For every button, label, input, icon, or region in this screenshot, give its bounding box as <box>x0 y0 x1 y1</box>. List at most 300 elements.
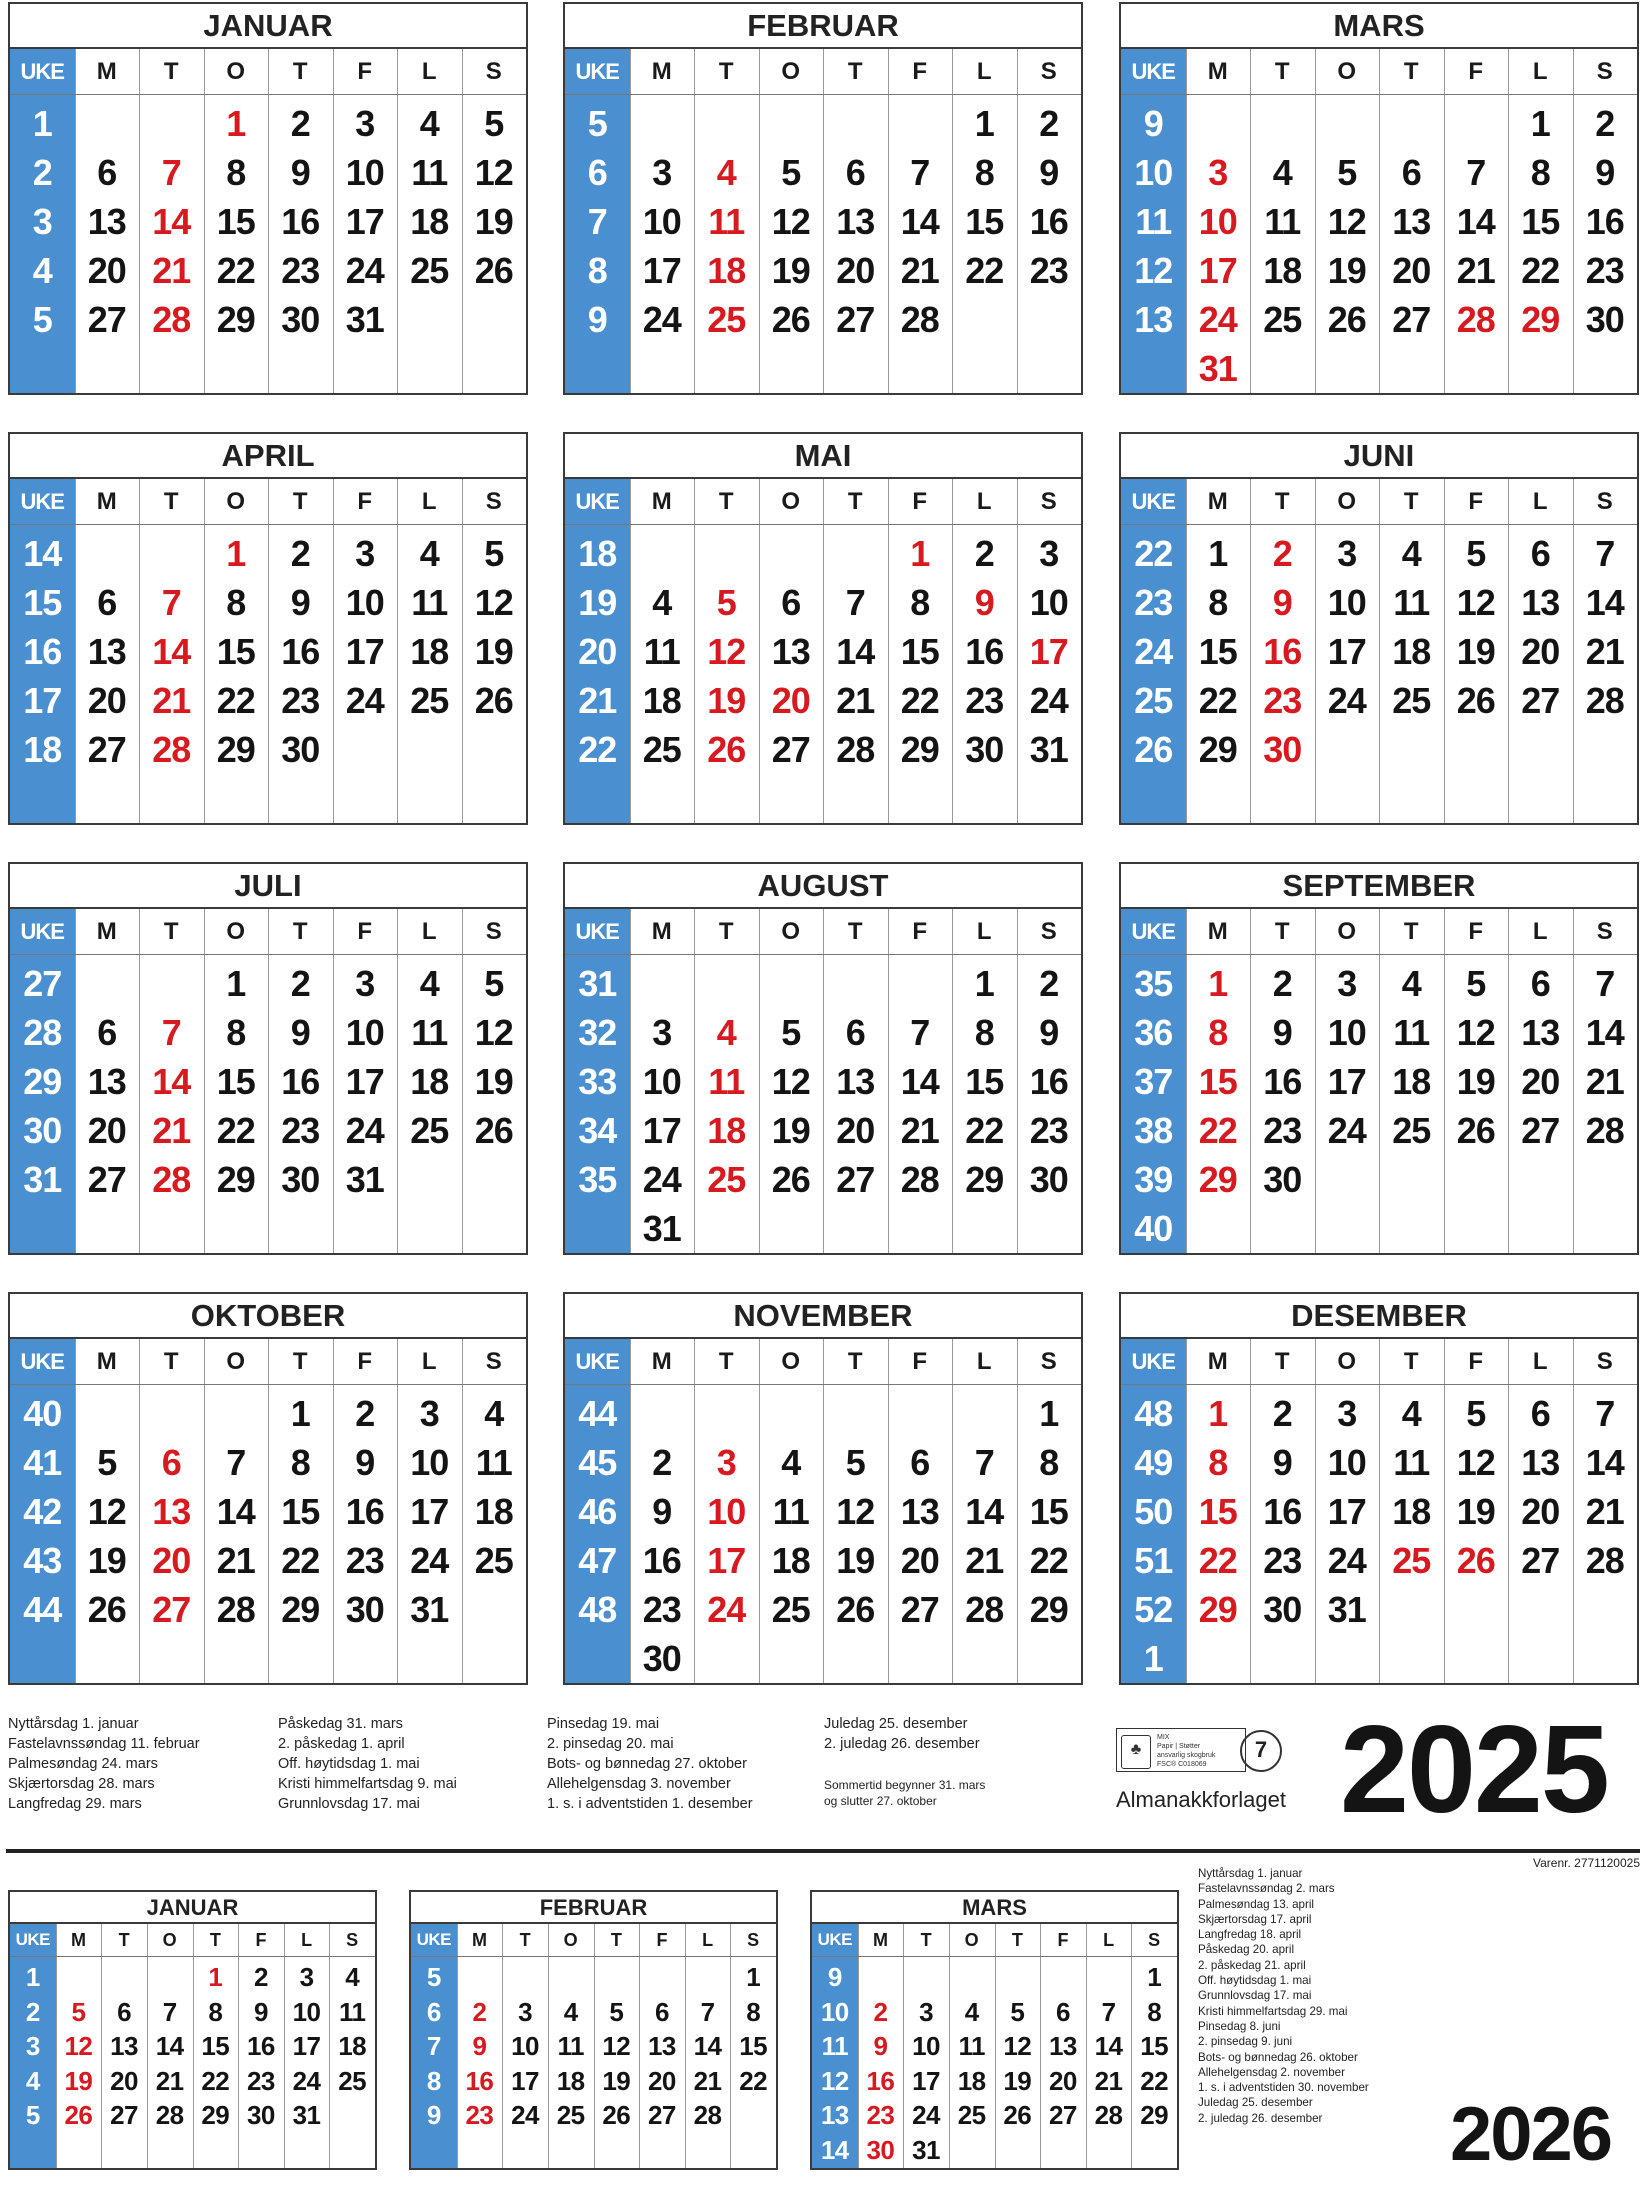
day-cell: 8 <box>1208 582 1228 623</box>
day-cell: 23 <box>1263 680 1302 721</box>
day-cell: 12 <box>64 2031 93 2061</box>
day-cell: 11 <box>411 582 448 623</box>
day-cell: 21 <box>836 680 875 721</box>
month-januar-2026 <box>8 1890 377 2170</box>
week-number: 8 <box>426 2065 441 2096</box>
day-cell: 11 <box>475 1442 512 1483</box>
day-cell: 5 <box>781 152 801 193</box>
day-cell: 27 <box>771 729 810 770</box>
day-cell: 22 <box>216 680 255 721</box>
day-cell: 7 <box>226 1442 246 1483</box>
day-cell: 27 <box>1521 1110 1560 1151</box>
day-cell: 5 <box>1466 1393 1486 1434</box>
weekday-label: T <box>610 1930 622 1950</box>
day-cell: 4 <box>716 152 736 193</box>
day-cell: 4 <box>781 1442 801 1483</box>
day-cell: 28 <box>965 1589 1004 1630</box>
day-cell: 1 <box>910 533 930 574</box>
week-number: 44 <box>23 1589 62 1630</box>
day-cell: 6 <box>845 1012 865 1053</box>
day-cell: 7 <box>161 1012 181 1053</box>
day-cell: 7 <box>162 1996 177 2027</box>
day-cell: 14 <box>900 201 939 242</box>
month-februar-2026 <box>409 1890 778 2170</box>
week-number: 27 <box>23 963 62 1004</box>
day-cell: 19 <box>1327 250 1366 291</box>
day-cell: 19 <box>771 1110 810 1151</box>
day-cell: 9 <box>974 582 994 623</box>
holiday-entry: Juledag 25. desember <box>824 1716 968 1732</box>
week-number: 2 <box>32 152 52 193</box>
weekday-label: O <box>226 488 246 515</box>
weekday-label: L <box>421 58 437 85</box>
day-cell: 16 <box>281 631 320 672</box>
day-cell: 21 <box>216 1540 255 1581</box>
month-title: SEPTEMBER <box>1121 864 1637 909</box>
weekday-label: L <box>1532 918 1548 945</box>
day-cell: 1 <box>226 963 246 1004</box>
day-cell: 17 <box>1029 631 1068 672</box>
week-number: 1 <box>32 103 52 144</box>
week-number: 48 <box>578 1589 617 1630</box>
day-cell: 24 <box>1327 1110 1366 1151</box>
day-cell: 1 <box>1208 1393 1228 1434</box>
week-number: 10 <box>820 1996 849 2027</box>
day-cell: 22 <box>739 2065 768 2096</box>
weekday-label: T <box>163 918 179 945</box>
day-cell: 12 <box>87 1491 126 1532</box>
day-cell: 10 <box>912 2031 941 2061</box>
week-number: 14 <box>23 533 62 574</box>
weekday-label: O <box>563 1930 578 1950</box>
weekday-label: T <box>118 1930 130 1950</box>
day-cell: 10 <box>642 201 681 242</box>
day-cell: 18 <box>1263 250 1302 291</box>
weekday-label: T <box>292 488 308 515</box>
day-cell: 25 <box>957 2100 986 2130</box>
day-cell: 23 <box>1263 1540 1302 1581</box>
day-cell: 27 <box>87 299 126 340</box>
month-februar-2025 <box>563 2 1083 395</box>
uke-label: UKE <box>575 919 619 944</box>
day-cell: 10 <box>1029 582 1068 623</box>
weekday-label: S <box>1040 488 1057 515</box>
day-cell: 8 <box>226 582 246 623</box>
holiday-list-2025-col2 <box>278 1714 457 1814</box>
holiday-entry: 1. s. i adventstiden 30. november <box>1198 2081 1369 2095</box>
week-number: 7 <box>426 2031 441 2061</box>
day-cell: 5 <box>1010 1996 1025 2027</box>
day-cell: 21 <box>965 1540 1004 1581</box>
weekday-label: S <box>1596 58 1613 85</box>
day-cell: 30 <box>642 1638 681 1679</box>
weekday-label: L <box>1532 1348 1548 1375</box>
day-cell: 28 <box>216 1589 255 1630</box>
day-cell: 10 <box>1327 582 1366 623</box>
day-cell: 28 <box>1585 1540 1624 1581</box>
week-number: 13 <box>820 2100 849 2130</box>
week-number: 15 <box>23 582 62 623</box>
day-cell: 12 <box>474 1012 513 1053</box>
day-cell: 5 <box>71 1996 86 2027</box>
day-cell: 1 <box>290 1393 310 1434</box>
day-cell: 4 <box>1401 533 1421 574</box>
holiday-entry: Palmesøndag 13. april <box>1198 1897 1314 1911</box>
weekday-label: F <box>1468 1348 1484 1375</box>
day-cell: 30 <box>1029 1159 1068 1200</box>
month-title: JUNI <box>1121 434 1637 479</box>
day-cell: 15 <box>1198 631 1237 672</box>
day-cell: 26 <box>836 1589 875 1630</box>
day-cell: 2 <box>290 533 310 574</box>
holiday-entry: Nyttårsdag 1. januar <box>8 1716 139 1732</box>
day-cell: 15 <box>1029 1491 1068 1532</box>
day-cell: 13 <box>1392 201 1431 242</box>
weekday-label: T <box>718 1348 734 1375</box>
day-cell: 10 <box>345 152 384 193</box>
weekday-label: L <box>421 918 437 945</box>
week-number: 51 <box>1134 1540 1173 1581</box>
uke-label: UKE <box>15 1930 51 1949</box>
week-number: 13 <box>1134 299 1173 340</box>
day-cell: 15 <box>216 1061 255 1102</box>
weekday-label: O <box>1337 58 1357 85</box>
week-number: 24 <box>1134 631 1173 672</box>
holiday-entry: Kristi himmelfartsdag 9. mai <box>278 1776 457 1792</box>
day-cell: 27 <box>900 1589 939 1630</box>
fsc-label: MIX Papir | Støtter ansvarlig skogbruk FSC® C018069 <box>1157 1734 1216 1768</box>
day-cell: 25 <box>1263 299 1302 340</box>
weekday-label: L <box>976 488 992 515</box>
day-cell: 4 <box>1272 152 1292 193</box>
day-cell: 2 <box>1039 103 1059 144</box>
day-cell: 7 <box>1595 533 1615 574</box>
weekday-label: T <box>163 1348 179 1375</box>
day-cell: 27 <box>647 2100 676 2130</box>
day-cell: 6 <box>845 152 865 193</box>
day-cell: 9 <box>253 1996 268 2027</box>
day-cell: 17 <box>642 250 681 291</box>
day-cell: 3 <box>355 103 375 144</box>
day-cell: 12 <box>836 1491 875 1532</box>
day-cell: 19 <box>87 1540 126 1581</box>
day-cell: 29 <box>201 2100 230 2130</box>
day-cell: 2 <box>1595 103 1615 144</box>
weekday-label: T <box>209 1930 221 1950</box>
day-cell: 20 <box>1521 1491 1560 1532</box>
day-cell: 9 <box>290 582 310 623</box>
day-cell: 29 <box>1140 2100 1169 2130</box>
week-number: 28 <box>23 1012 62 1053</box>
day-cell: 22 <box>900 680 939 721</box>
day-cell: 25 <box>338 2065 367 2096</box>
day-cell: 2 <box>1272 963 1292 1004</box>
week-number: 5 <box>25 2100 40 2130</box>
uke-label: UKE <box>1131 59 1175 84</box>
weekday-label: T <box>292 58 308 85</box>
uke-label: UKE <box>1131 919 1175 944</box>
day-cell: 2 <box>652 1442 672 1483</box>
month-title: DESEMBER <box>1121 1294 1637 1339</box>
day-cell: 18 <box>410 201 449 242</box>
day-cell: 21 <box>152 680 191 721</box>
weekday-label: S <box>1040 918 1057 945</box>
weekday-label: T <box>1403 488 1419 515</box>
day-cell: 22 <box>1198 680 1237 721</box>
day-cell: 26 <box>602 2100 631 2130</box>
month-mars-2026 <box>810 1890 1179 2170</box>
day-cell: 16 <box>345 1491 384 1532</box>
day-cell: 2 <box>974 533 994 574</box>
day-cell: 3 <box>355 963 375 1004</box>
week-number: 30 <box>23 1110 62 1151</box>
weekday-label: L <box>1103 1930 1115 1950</box>
day-cell: 30 <box>866 2134 895 2165</box>
day-cell: 7 <box>161 152 181 193</box>
holiday-entry: 2. påskedag 1. april <box>278 1736 405 1752</box>
day-cell: 15 <box>201 2031 230 2061</box>
day-cell: 21 <box>900 1110 939 1151</box>
day-cell: 20 <box>771 680 810 721</box>
week-number: 20 <box>578 631 617 672</box>
holiday-list-2025-col1 <box>8 1714 200 1814</box>
day-cell: 14 <box>216 1491 255 1532</box>
day-cell: 21 <box>1456 250 1495 291</box>
weekday-label: L <box>976 918 992 945</box>
publisher-name: Almanakkforlaget <box>1116 1787 1286 1812</box>
day-cell: 23 <box>281 250 320 291</box>
day-cell: 20 <box>1521 1061 1560 1102</box>
month-september-2025 <box>1119 862 1639 1255</box>
week-number: 1 <box>25 1962 40 1992</box>
day-cell: 16 <box>465 2065 494 2096</box>
header-divider <box>1121 94 1637 95</box>
week-number: 36 <box>1134 1012 1173 1053</box>
day-cell: 29 <box>1198 1159 1237 1200</box>
day-cell: 20 <box>87 1110 126 1151</box>
publisher-seal-icon: 7 <box>1240 1730 1282 1772</box>
day-cell: 29 <box>216 729 255 770</box>
week-number: 22 <box>578 729 617 770</box>
week-number: 10 <box>1134 152 1173 193</box>
weekday-label: F <box>1468 58 1484 85</box>
day-cell: 23 <box>465 2100 494 2130</box>
day-cell: 24 <box>410 1540 449 1581</box>
day-cell: 22 <box>1198 1540 1237 1581</box>
week-number: 19 <box>578 582 617 623</box>
weekday-label: O <box>226 58 246 85</box>
day-cell: 24 <box>1198 299 1237 340</box>
day-cell: 6 <box>117 1996 132 2027</box>
weekday-label: O <box>781 1348 801 1375</box>
day-cell: 27 <box>836 1159 875 1200</box>
day-cell: 19 <box>1003 2065 1032 2096</box>
day-cell: 17 <box>1327 1491 1366 1532</box>
day-cell: 14 <box>900 1061 939 1102</box>
weekday-label: T <box>847 488 863 515</box>
dst-note <box>824 1777 985 1809</box>
uke-label: UKE <box>817 1930 853 1949</box>
week-number: 40 <box>1134 1208 1173 1249</box>
day-cell: 11 <box>411 152 448 193</box>
weekday-label: S <box>485 1348 502 1375</box>
holiday-entry: 2. pinsedag 20. mai <box>547 1736 674 1752</box>
day-cell: 7 <box>1595 963 1615 1004</box>
week-number: 49 <box>1134 1442 1173 1483</box>
day-cell: 18 <box>410 1061 449 1102</box>
day-cell: 28 <box>152 729 191 770</box>
day-cell: 6 <box>781 582 801 623</box>
day-cell: 28 <box>152 299 191 340</box>
day-cell: 25 <box>410 680 449 721</box>
holiday-entry: Langfredag 18. april <box>1198 1928 1302 1942</box>
day-cell: 22 <box>216 250 255 291</box>
weekday-label: F <box>357 1348 373 1375</box>
holiday-entry: Off. høytidsdag 1. mai <box>1198 1974 1312 1988</box>
day-cell: 28 <box>900 299 939 340</box>
day-cell: 6 <box>910 1442 930 1483</box>
day-cell: 13 <box>87 631 126 672</box>
week-number: 7 <box>587 201 607 242</box>
day-cell: 13 <box>1521 582 1560 623</box>
weekday-label: L <box>1532 58 1548 85</box>
day-cell: 24 <box>345 250 384 291</box>
holiday-list-2025-col3 <box>547 1714 753 1814</box>
day-cell: 18 <box>707 1110 746 1151</box>
holiday-entry: Skjærtorsdag 17. april <box>1198 1912 1312 1926</box>
header-divider <box>10 94 526 95</box>
day-cell: 13 <box>836 201 875 242</box>
month-november-2025 <box>563 1292 1083 1685</box>
holiday-list-2026 <box>1198 1866 1369 2126</box>
week-number: 31 <box>578 963 617 1004</box>
day-cell: 23 <box>1029 250 1068 291</box>
dst-note-line: Sommertid begynner 31. mars <box>824 1778 986 1792</box>
day-cell: 25 <box>1392 680 1431 721</box>
weekday-label: T <box>718 918 734 945</box>
day-cell: 7 <box>1595 1393 1615 1434</box>
day-cell: 26 <box>474 680 513 721</box>
header-divider <box>565 954 1081 955</box>
day-cell: 8 <box>1147 1996 1162 2027</box>
holiday-entry: Allehelgensdag 3. november <box>547 1776 731 1792</box>
day-cell: 18 <box>474 1491 513 1532</box>
day-cell: 24 <box>1029 680 1068 721</box>
day-cell: 20 <box>900 1540 939 1581</box>
day-cell: 19 <box>474 631 513 672</box>
day-cell: 10 <box>707 1491 746 1532</box>
day-cell: 24 <box>642 1159 681 1200</box>
month-title: JANUAR <box>10 1892 375 1924</box>
week-number: 42 <box>23 1491 62 1532</box>
day-cell: 21 <box>155 2065 184 2096</box>
week-number: 5 <box>426 1962 441 1992</box>
day-cell: 31 <box>345 299 384 340</box>
weekday-label: T <box>1011 1930 1023 1950</box>
day-cell: 30 <box>1263 1589 1302 1630</box>
day-cell: 17 <box>345 631 384 672</box>
day-cell: 14 <box>1585 1012 1624 1053</box>
day-cell: 14 <box>155 2031 184 2061</box>
day-cell: 24 <box>292 2065 321 2096</box>
day-cell: 7 <box>845 582 865 623</box>
day-cell: 29 <box>216 299 255 340</box>
weekday-label: T <box>292 1348 308 1375</box>
day-cell: 3 <box>652 152 672 193</box>
day-cell: 23 <box>246 2065 275 2096</box>
week-number: 45 <box>578 1442 617 1483</box>
day-cell: 24 <box>707 1589 746 1630</box>
day-cell: 28 <box>152 1159 191 1200</box>
week-number: 11 <box>821 2031 849 2061</box>
weekday-label: L <box>301 1930 313 1950</box>
day-cell: 29 <box>1029 1589 1068 1630</box>
day-cell: 2 <box>253 1962 268 1992</box>
month-juli-2025 <box>8 862 528 1255</box>
day-cell: 30 <box>965 729 1004 770</box>
day-cell: 19 <box>474 201 513 242</box>
week-number: 9 <box>1143 103 1163 144</box>
day-cell: 7 <box>1466 152 1486 193</box>
day-cell: 9 <box>472 2031 487 2061</box>
weekday-label: S <box>485 488 502 515</box>
day-cell: 23 <box>866 2100 895 2130</box>
day-cell: 3 <box>919 1996 934 2027</box>
day-cell: 22 <box>965 1110 1004 1151</box>
day-cell: 31 <box>292 2100 321 2130</box>
day-cell: 4 <box>419 533 439 574</box>
day-cell: 30 <box>281 729 320 770</box>
day-cell: 20 <box>1048 2065 1077 2096</box>
day-cell: 13 <box>152 1491 191 1532</box>
holiday-entry: Fastelavnssøndag 11. februar <box>8 1736 200 1752</box>
day-cell: 18 <box>556 2065 585 2096</box>
day-cell: 5 <box>484 533 504 574</box>
month-title: MARS <box>1121 4 1637 49</box>
weekday-label: O <box>781 488 801 515</box>
holiday-entry: 1. s. i adventstiden 1. desember <box>547 1796 753 1812</box>
week-number: 33 <box>578 1061 617 1102</box>
day-cell: 4 <box>964 1996 979 2027</box>
day-cell: 3 <box>1337 963 1357 1004</box>
day-cell: 19 <box>1456 1061 1495 1102</box>
day-cell: 25 <box>707 1159 746 1200</box>
day-cell: 5 <box>484 963 504 1004</box>
week-number: 5 <box>587 103 607 144</box>
weekday-label: M <box>872 1930 888 1950</box>
day-cell: 2 <box>290 103 310 144</box>
day-cell: 1 <box>1530 103 1550 144</box>
week-number: 18 <box>578 533 617 574</box>
day-cell: 19 <box>602 2065 631 2096</box>
day-cell: 10 <box>1327 1442 1366 1483</box>
day-cell: 1 <box>226 103 246 144</box>
day-cell: 5 <box>716 582 736 623</box>
day-cell: 22 <box>1029 1540 1068 1581</box>
week-number: 50 <box>1134 1491 1173 1532</box>
weekday-label: T <box>1403 918 1419 945</box>
day-cell: 15 <box>965 201 1004 242</box>
header-divider <box>1121 524 1637 525</box>
header-divider <box>565 94 1081 95</box>
weekday-label: M <box>651 918 672 945</box>
weekday-label: F <box>255 1930 267 1950</box>
day-cell: 22 <box>1140 2065 1169 2096</box>
day-cell: 24 <box>642 299 681 340</box>
weekday-label: L <box>702 1930 714 1950</box>
day-cell: 1 <box>974 963 994 1004</box>
day-cell: 11 <box>1393 1442 1430 1483</box>
